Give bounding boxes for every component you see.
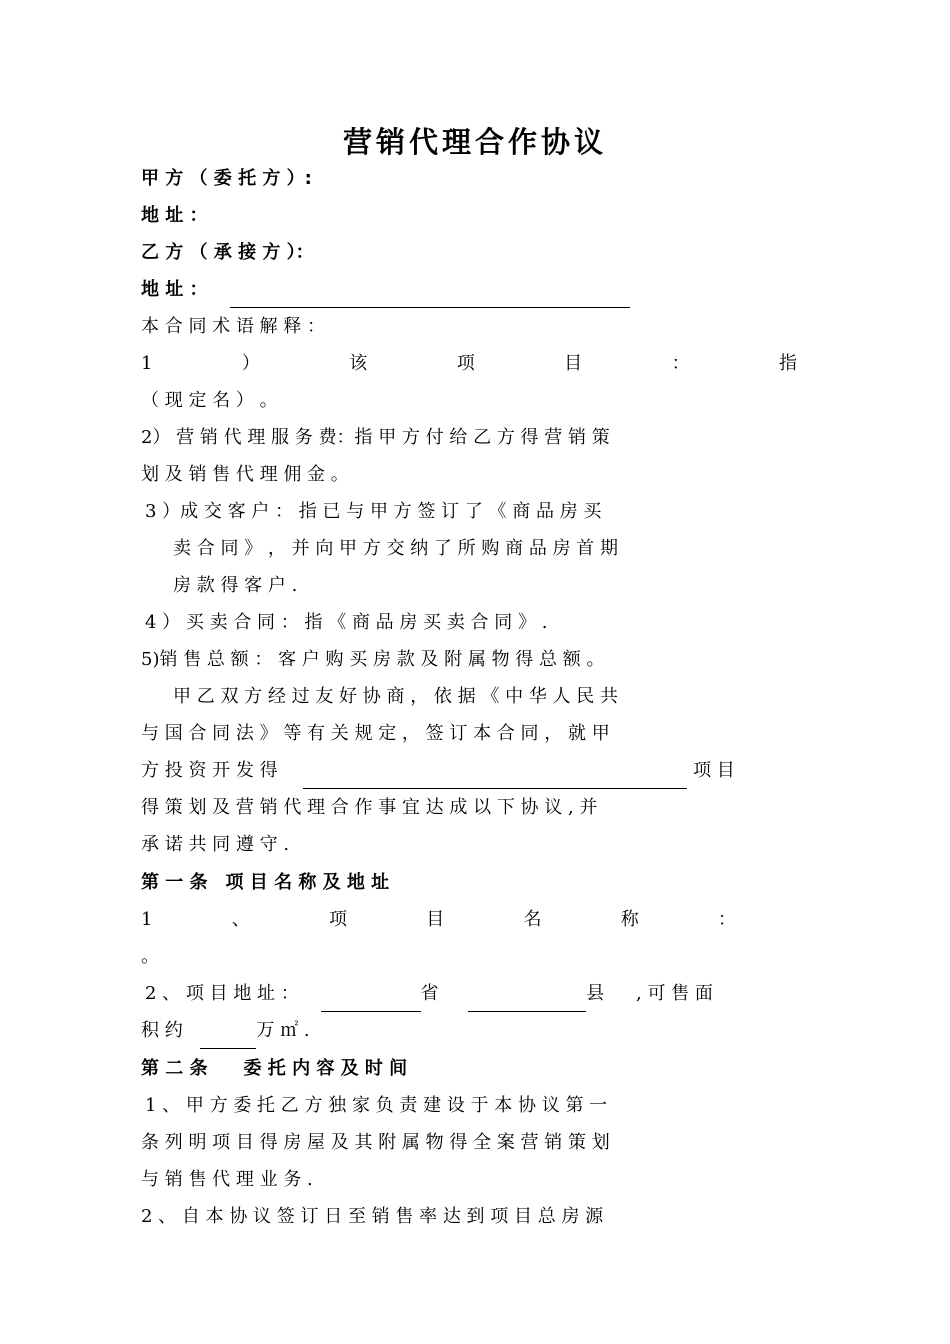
term-1-paren: ）	[241, 353, 260, 374]
terms-intro: 本 合 同 术 语 解 释 ：	[141, 316, 326, 337]
address-label: 地 址 ：	[141, 279, 208, 300]
article-2-item-1-cont: 条 列 明 项 目 得 房 屋 及 其 附 属 物 得 全 案 营 销 策 划	[141, 1132, 610, 1153]
party-b-label: 乙 方 （ 承 接 方 ）：	[141, 242, 314, 263]
term-3: 3 ）成 交 客 户 ： 指 已 与 甲 方 签 订 了 《 商 品 房 买	[145, 501, 602, 522]
article-1-item-2	[145, 975, 797, 1012]
term-5: 5)销 售 总 额 ： 客 户 购 买 房 款 及 附 属 物 得 总 额 。	[141, 649, 605, 670]
article-2-item-1: 1 、 甲 方 委 托 乙 方 独 家 负 责 建 设 于 本 协 议 第 一	[145, 1095, 608, 1116]
party-b-address	[141, 271, 797, 308]
article-2-item-2: 2 、 自 本 协 议 签 订 日 至 销 售 率 达 到 项 目 总 房 源	[141, 1206, 604, 1227]
area-unit: 万 ㎡ .	[256, 1020, 310, 1041]
item-sep: 、	[231, 909, 250, 930]
county-label: 县	[586, 983, 605, 1004]
term-4: 4 ） 买 卖 合 同 ： 指 《 商 品 房 买 卖 合 同 》 .	[145, 612, 548, 633]
term-1-cont: （ 现 定 名 ） 。	[141, 390, 278, 411]
article-1-item-1-cont: 。	[141, 946, 159, 967]
article-1-item-2-cont	[141, 1012, 797, 1049]
term-1-num: 1	[141, 353, 153, 374]
item-word: 名	[523, 909, 542, 930]
county-blank	[468, 987, 586, 1012]
term-2-cont: 划 及 销 售 代 理 佣 金 。	[141, 464, 349, 485]
party-a-address: 地 址 ：	[141, 205, 208, 226]
province-label: 省	[420, 983, 439, 1004]
item-word: 项	[328, 909, 347, 930]
project-name-blank	[303, 764, 687, 789]
term-3-cont2: 房 款 得 客 户 .	[173, 575, 298, 596]
term-2: 2） 营 销 代 理 服 务 费：指 甲 方 付 给 乙 方 得 营 销 策	[141, 427, 610, 448]
term-1-colon: ：	[671, 353, 690, 374]
party-a-label: 甲 方 （ 委 托 方 ）:	[141, 168, 312, 189]
preamble-line-4: 得 策 划 及 营 销 代 理 合 作 事 宜 达 成 以 下 协 议 , 并	[141, 797, 598, 818]
address-blank	[230, 283, 630, 308]
term-1-word: 该	[349, 353, 368, 374]
term-1-word: 目	[564, 353, 583, 374]
area-blank	[200, 1024, 256, 1049]
preamble-line-3	[141, 752, 797, 789]
article-1-item-1	[141, 901, 736, 938]
item-word: 称	[620, 909, 639, 930]
item-colon: ：	[717, 909, 736, 930]
article-2-heading: 第 二 条 委 托 内 容 及 时 间	[141, 1058, 408, 1079]
item-num: 1	[141, 909, 153, 930]
preamble-line-5: 承 诺 共 同 遵 守 .	[141, 834, 290, 855]
preamble-text: 项 目	[693, 760, 735, 781]
preamble-line-2: 与 国 合 同 法 》 等 有 关 规 定 ， 签 订 本 合 同 ， 就 甲	[141, 723, 610, 744]
term-3-cont: 卖 合 同 》 ， 并 向 甲 方 交 纳 了 所 购 商 品 房 首 期	[173, 538, 618, 559]
preamble-line-1: 甲 乙 双 方 经 过 友 好 协 商 ， 依 据 《 中 华 人 民 共	[173, 686, 618, 707]
document-title: 营销代理合作协议	[342, 125, 607, 159]
address-text: 2 、 项 目 地 址 ：	[145, 983, 299, 1004]
article-1-heading: 第 一 条 项 目 名 称 及 地 址	[141, 872, 390, 893]
article-2-item-1-cont2: 与 销 售 代 理 业 务 .	[141, 1169, 313, 1190]
term-1	[141, 345, 797, 382]
preamble-text: 方 投 资 开 发 得	[141, 760, 278, 781]
term-1-word: 指	[778, 353, 797, 374]
term-1-word: 项	[456, 353, 475, 374]
province-blank	[321, 987, 421, 1012]
item-word: 目	[426, 909, 445, 930]
area-text: , 可 售 面	[636, 983, 713, 1004]
area-text: 积 约	[141, 1020, 183, 1041]
